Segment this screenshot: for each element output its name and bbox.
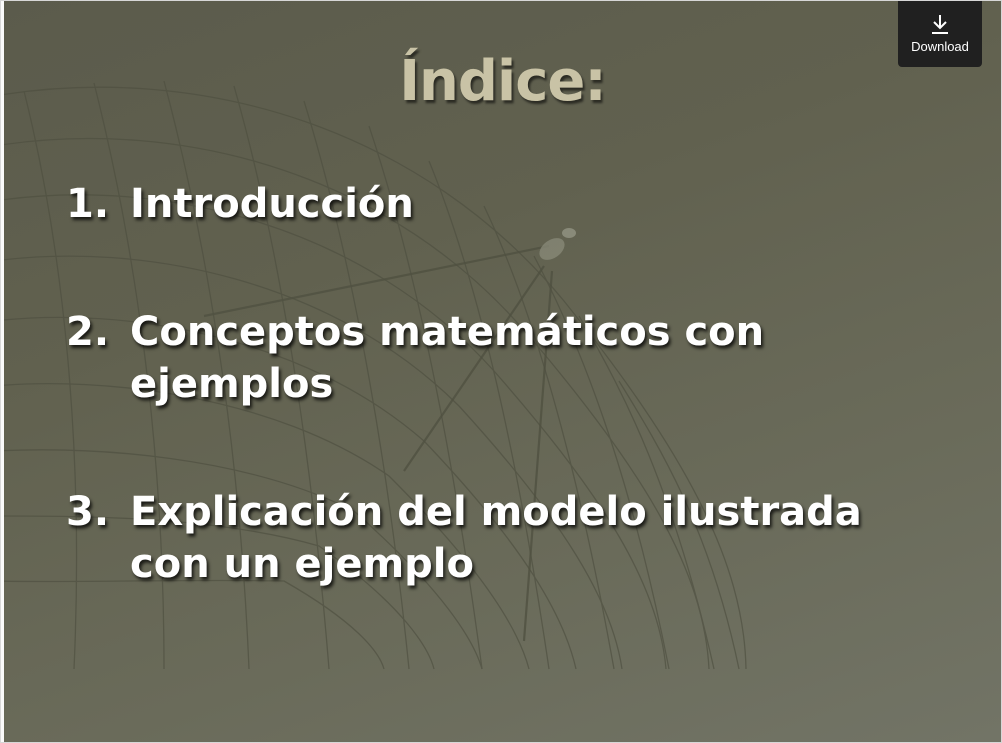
index-item-1 bbox=[66, 178, 414, 230]
slide bbox=[4, 1, 1001, 742]
index-item-text: Explicación del modelo ilustrada bbox=[130, 489, 862, 535]
index-item-text: Introducción bbox=[130, 181, 414, 227]
index-item-text-continued: ejemplos bbox=[130, 361, 334, 407]
index-item-number: 1. bbox=[66, 181, 110, 227]
download-button[interactable] bbox=[898, 1, 982, 67]
index-item-number: 3. bbox=[66, 489, 110, 535]
index-item-3 bbox=[66, 486, 862, 590]
index-item-2 bbox=[66, 306, 764, 410]
slide-title: Índice: bbox=[399, 49, 606, 114]
download-label: Download bbox=[911, 39, 969, 54]
index-item-text: Conceptos matemáticos con bbox=[130, 309, 765, 355]
index-item-text-continued: con un ejemplo bbox=[130, 541, 474, 587]
index-item-number: 2. bbox=[66, 309, 110, 355]
download-icon bbox=[929, 13, 951, 35]
